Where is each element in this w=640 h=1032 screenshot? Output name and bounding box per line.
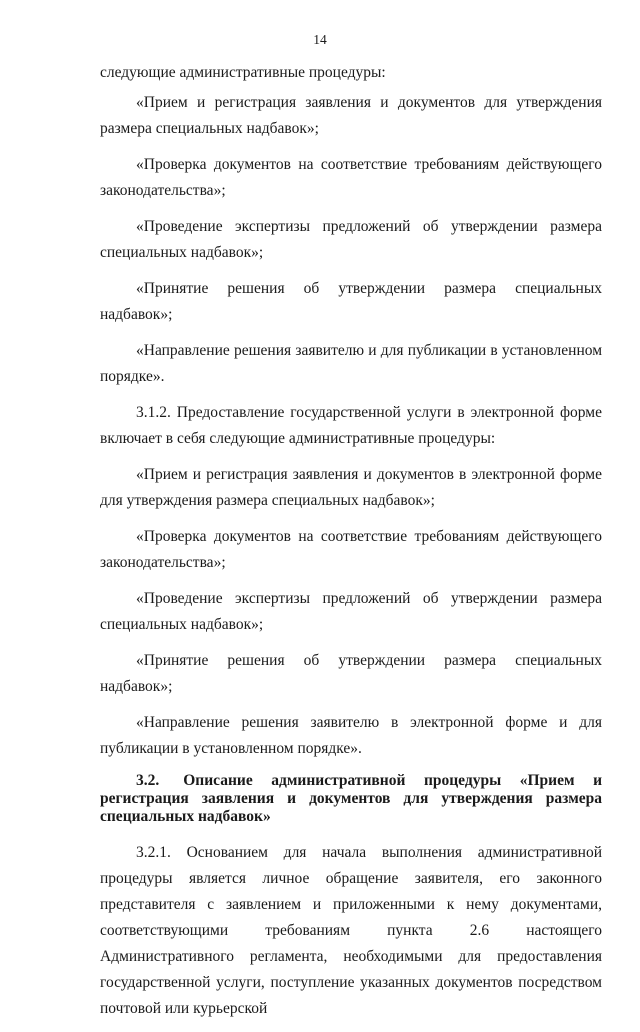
- paragraph: следующие административные процедуры:: [100, 64, 386, 81]
- paragraph: «Принятие решения об утверждении размера специальных надбавок»;: [100, 652, 602, 695]
- paragraph: «Проведение экспертизы предложений об утверждении размера специальных надбавок»;: [100, 218, 602, 261]
- section-number: 3.2.: [136, 772, 160, 789]
- paragraph: «Направление решения заявителю и для публикации в установленном порядке».: [100, 342, 602, 385]
- section-heading: [100, 772, 602, 826]
- paragraph: 3.1.2. Предоставление государственной услуги в электронной форме включает в себя следующие административные процедуры:: [100, 404, 602, 447]
- paragraph: 3.2.1. Основанием для начала выполнения административной процедуры является личное обращение заявителя, его законного представителя с заявлением и приложенными к нему документами, соответствующими требованиям пункта 2.6 настоящего Административного регламента, необходимыми для предоставления государственной услуги, поступление указанных документов посредством почтовой или курьерской: [100, 844, 602, 1017]
- paragraph: «Проведение экспертизы предложений об утверждении размера специальных надбавок»;: [100, 590, 602, 633]
- page-content: [100, 60, 602, 1032]
- section-title: Описание административной процедуры «Прием и регистрация заявления и документов для утверждения размера специальных надбавок»: [100, 772, 602, 825]
- paragraph: «Принятие решения об утверждении размера специальных надбавок»;: [100, 280, 602, 323]
- paragraph: «Прием и регистрация заявления и документов для утверждения размера специальных надбавок»;: [100, 94, 602, 137]
- paragraph: «Направление решения заявителю в электронной форме и для публикации в установленном порядке».: [100, 714, 602, 757]
- paragraph: «Проверка документов на соответствие требованиям действующего законодательства»;: [100, 156, 602, 199]
- page-number: 14: [313, 32, 327, 47]
- paragraph: «Прием и регистрация заявления и документов в электронной форме для утверждения размера специальных надбавок»;: [100, 466, 602, 509]
- paragraph: «Проверка документов на соответствие требованиям действующего законодательства»;: [100, 528, 602, 571]
